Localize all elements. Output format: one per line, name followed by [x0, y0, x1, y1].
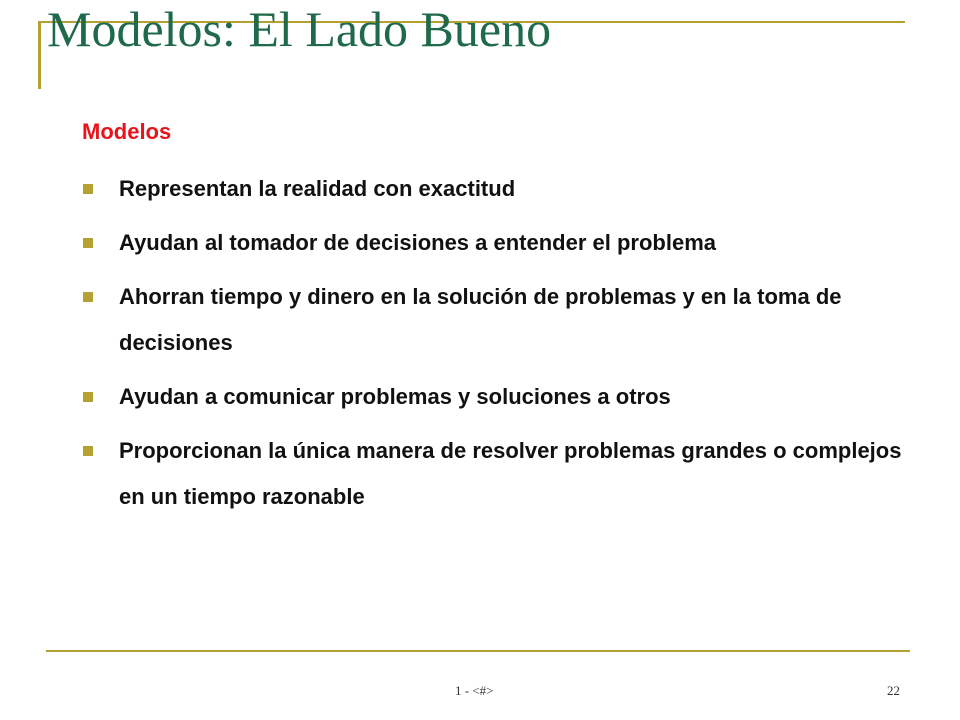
- bullet-item: [82, 274, 912, 366]
- slide-subtitle: Modelos: [82, 119, 172, 144]
- bullet-item: [82, 220, 912, 266]
- bullet-text: Ahorran tiempo y dinero en la solución de problemas y en la toma de decisiones: [119, 284, 842, 355]
- square-bullet-icon: [83, 184, 93, 194]
- bullet-text: Proporcionan la única manera de resolver problemas grandes o complejos en un tiempo razonable: [119, 438, 902, 509]
- square-bullet-icon: [83, 292, 93, 302]
- slide-title: Modelos: El Lado Bueno: [47, 1, 552, 57]
- bullet-item: [82, 166, 912, 212]
- bullet-list: [82, 166, 912, 528]
- square-bullet-icon: [83, 446, 93, 456]
- square-bullet-icon: [83, 238, 93, 248]
- bullet-item: [82, 374, 912, 420]
- bullet-item: [82, 428, 912, 520]
- footer-slide-label: 1 - <#>: [455, 683, 494, 698]
- title-rule-left: [38, 21, 41, 89]
- bullet-text: Ayudan a comunicar problemas y soluciones a otros: [119, 384, 671, 409]
- footer-rule: [46, 650, 910, 652]
- page-number: 22: [887, 683, 900, 698]
- bullet-text: Ayudan al tomador de decisiones a entender el problema: [119, 230, 717, 255]
- square-bullet-icon: [83, 392, 93, 402]
- bullet-text: Representan la realidad con exactitud: [119, 176, 516, 201]
